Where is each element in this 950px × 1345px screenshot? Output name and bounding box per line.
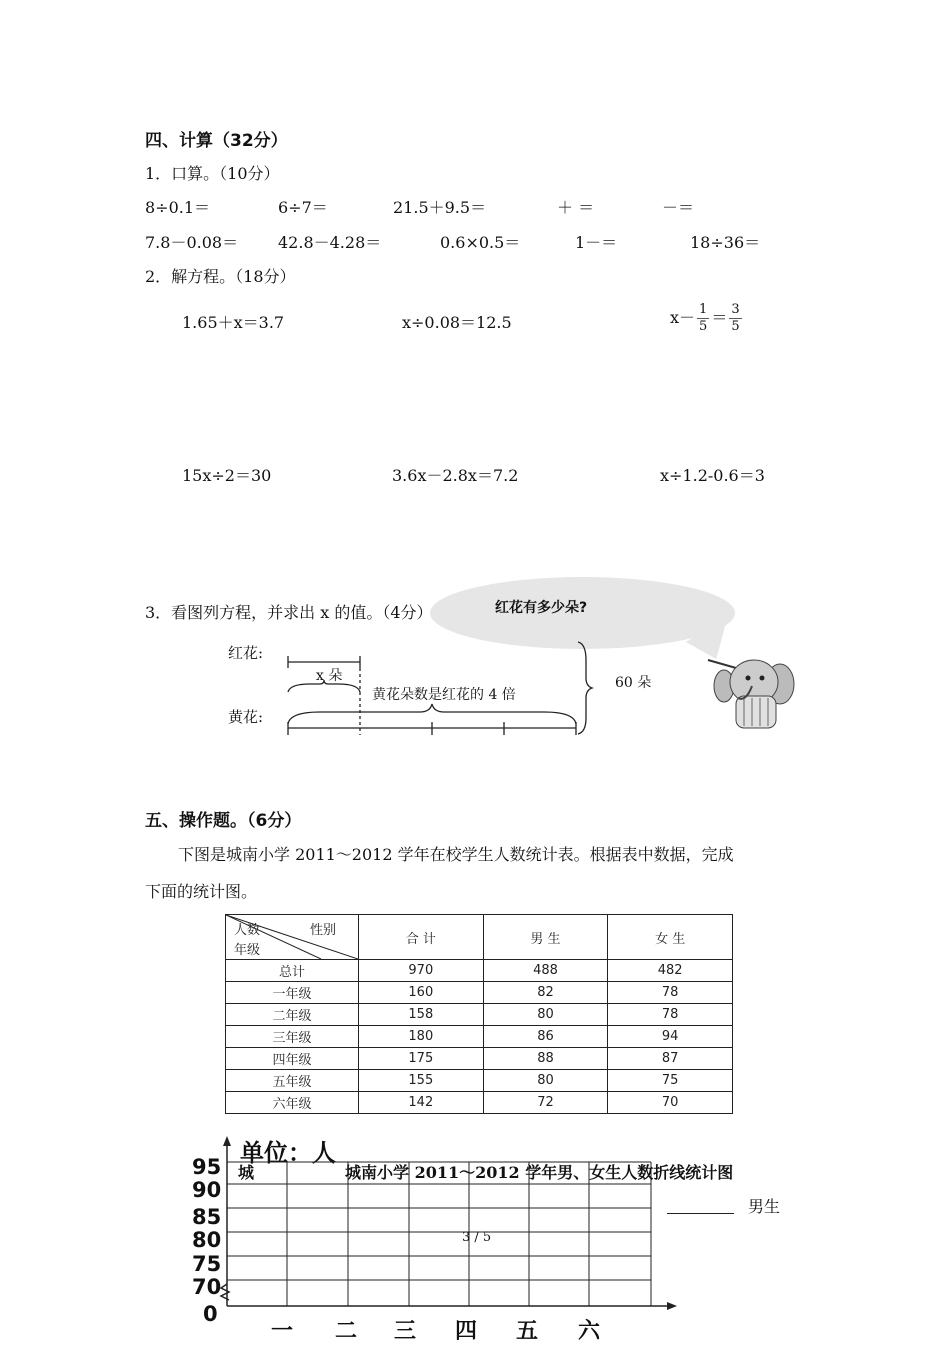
oral-calc-item: ＋ ＝ — [557, 198, 595, 217]
equation: x÷1.2-0.6＝3 — [660, 466, 765, 485]
grade-cell: 三年级 — [226, 1026, 359, 1048]
table-row — [226, 960, 733, 982]
total-label: 60 朵 — [615, 675, 652, 691]
brace-label: 黄花朵数是红花的 4 倍 — [372, 687, 516, 703]
table-row — [226, 982, 733, 1004]
legend-male-line — [667, 1213, 734, 1214]
table-header: 男 生 — [483, 915, 608, 960]
diagram-question-title: 3．看图列方程，并求出 x 的值。（4分） — [145, 603, 433, 622]
x-label: x 朵 — [316, 668, 343, 684]
male-cell: 82 — [483, 982, 608, 1004]
equation-title: 2．解方程。（18分） — [145, 267, 296, 286]
student-stats-table — [225, 914, 733, 1114]
female-cell: 70 — [608, 1092, 733, 1114]
y-tick-label: 80 — [192, 1228, 222, 1252]
oral-calc-item: 6÷7＝ — [278, 198, 328, 217]
total-cell: 155 — [359, 1070, 484, 1092]
table-row — [226, 1048, 733, 1070]
female-cell: 87 — [608, 1048, 733, 1070]
total-cell: 175 — [359, 1048, 484, 1070]
female-cell: 94 — [608, 1026, 733, 1048]
line-segment-diagram — [280, 640, 610, 740]
oral-calc-title: 1．口算。（10分） — [145, 164, 280, 183]
total-cell: 142 — [359, 1092, 484, 1114]
oral-calc-item: 21.5＋9.5＝ — [393, 198, 487, 217]
total-cell: 158 — [359, 1004, 484, 1026]
grade-cell: 总计 — [226, 960, 359, 982]
y-tick-label: 95 — [192, 1155, 222, 1179]
male-cell: 88 — [483, 1048, 608, 1070]
female-cell: 78 — [608, 982, 733, 1004]
table-row — [226, 1026, 733, 1048]
total-cell: 970 — [359, 960, 484, 982]
corner-count-label: 人数 — [234, 923, 261, 938]
table-row — [226, 1070, 733, 1092]
grade-cell: 六年级 — [226, 1092, 359, 1114]
table-header-row — [226, 915, 733, 960]
equation: 3.6x－2.8x＝7.2 — [392, 466, 519, 485]
elephant-teacher-image — [702, 646, 796, 736]
oral-calc-item: 0.6×0.5＝ — [440, 233, 521, 252]
grade-cell: 一年级 — [226, 982, 359, 1004]
red-flower-label: 红花: — [228, 644, 264, 662]
section-5-desc-line1: 下图是城南小学 2011～2012 学年在校学生人数统计表。根据表中数据，完成 — [178, 845, 734, 864]
y-tick-label: 90 — [192, 1178, 222, 1202]
bubble-text: 红花有多少朵? — [495, 600, 588, 616]
female-cell: 78 — [608, 1004, 733, 1026]
y-tick-label: 85 — [192, 1205, 222, 1229]
oral-calc-item: －＝ — [662, 198, 695, 217]
section-5-title: 五、操作题。（6分） — [145, 811, 302, 831]
table-row — [226, 1092, 733, 1114]
x-tick-label: 一 — [271, 1319, 294, 1344]
oral-calc-item: 18÷36＝ — [690, 233, 761, 252]
grade-cell: 五年级 — [226, 1070, 359, 1092]
table-row — [226, 1004, 733, 1026]
male-cell: 80 — [483, 1004, 608, 1026]
total-cell: 180 — [359, 1026, 484, 1048]
y-tick-label: 75 — [192, 1252, 222, 1276]
x-tick-label: 二 — [335, 1319, 358, 1344]
total-cell: 160 — [359, 982, 484, 1004]
x-tick-label: 五 — [516, 1319, 539, 1344]
equation-fraction: x－ $\frac{1}{5}$ ＝ $\frac{3}{5}$ — [670, 302, 740, 334]
male-cell: 80 — [483, 1070, 608, 1092]
male-cell: 488 — [483, 960, 608, 982]
oral-calc-item: 42.8－4.28＝ — [278, 233, 382, 252]
x-tick-label: 六 — [578, 1319, 601, 1344]
y-tick-label: 70 — [192, 1275, 222, 1299]
table-header: 合 计 — [359, 915, 484, 960]
equation: 1.65＋x＝3.7 — [182, 313, 285, 332]
corner-gender-label: 性别 — [310, 923, 337, 938]
x-tick-label: 三 — [394, 1319, 417, 1344]
section-5-desc-line2: 下面的统计图。 — [145, 882, 258, 901]
chart-unit-label: 单位：人 — [240, 1139, 336, 1167]
male-cell: 72 — [483, 1092, 608, 1114]
section-4-title: 四、计算（32分） — [145, 131, 288, 151]
oral-calc-item: 1－＝ — [575, 233, 618, 252]
chart-title: 城南小学 2011～2012 学年男、女生人数折线统计图 — [345, 1163, 734, 1182]
table-corner-cell — [226, 915, 359, 960]
female-cell: 75 — [608, 1070, 733, 1092]
table-header: 女 生 — [608, 915, 733, 960]
equation: x÷0.08＝12.5 — [402, 313, 512, 332]
grade-cell: 二年级 — [226, 1004, 359, 1026]
female-cell: 482 — [608, 960, 733, 982]
x-tick-label: 四 — [455, 1319, 478, 1344]
corner-grade-label: 年级 — [234, 943, 261, 958]
equation: 15x÷2＝30 — [182, 466, 272, 485]
chart-side-char: 城 — [238, 1163, 255, 1182]
oral-calc-item: 8÷0.1＝ — [145, 198, 211, 217]
yellow-flower-label: 黄花: — [228, 708, 264, 726]
legend-male-label: 男生 — [748, 1197, 781, 1216]
page-number: 3 / 5 — [462, 1230, 492, 1245]
male-cell: 86 — [483, 1026, 608, 1048]
y-tick-label: 0 — [203, 1302, 218, 1326]
grade-cell: 四年级 — [226, 1048, 359, 1070]
oral-calc-item: 7.8－0.08＝ — [145, 233, 239, 252]
